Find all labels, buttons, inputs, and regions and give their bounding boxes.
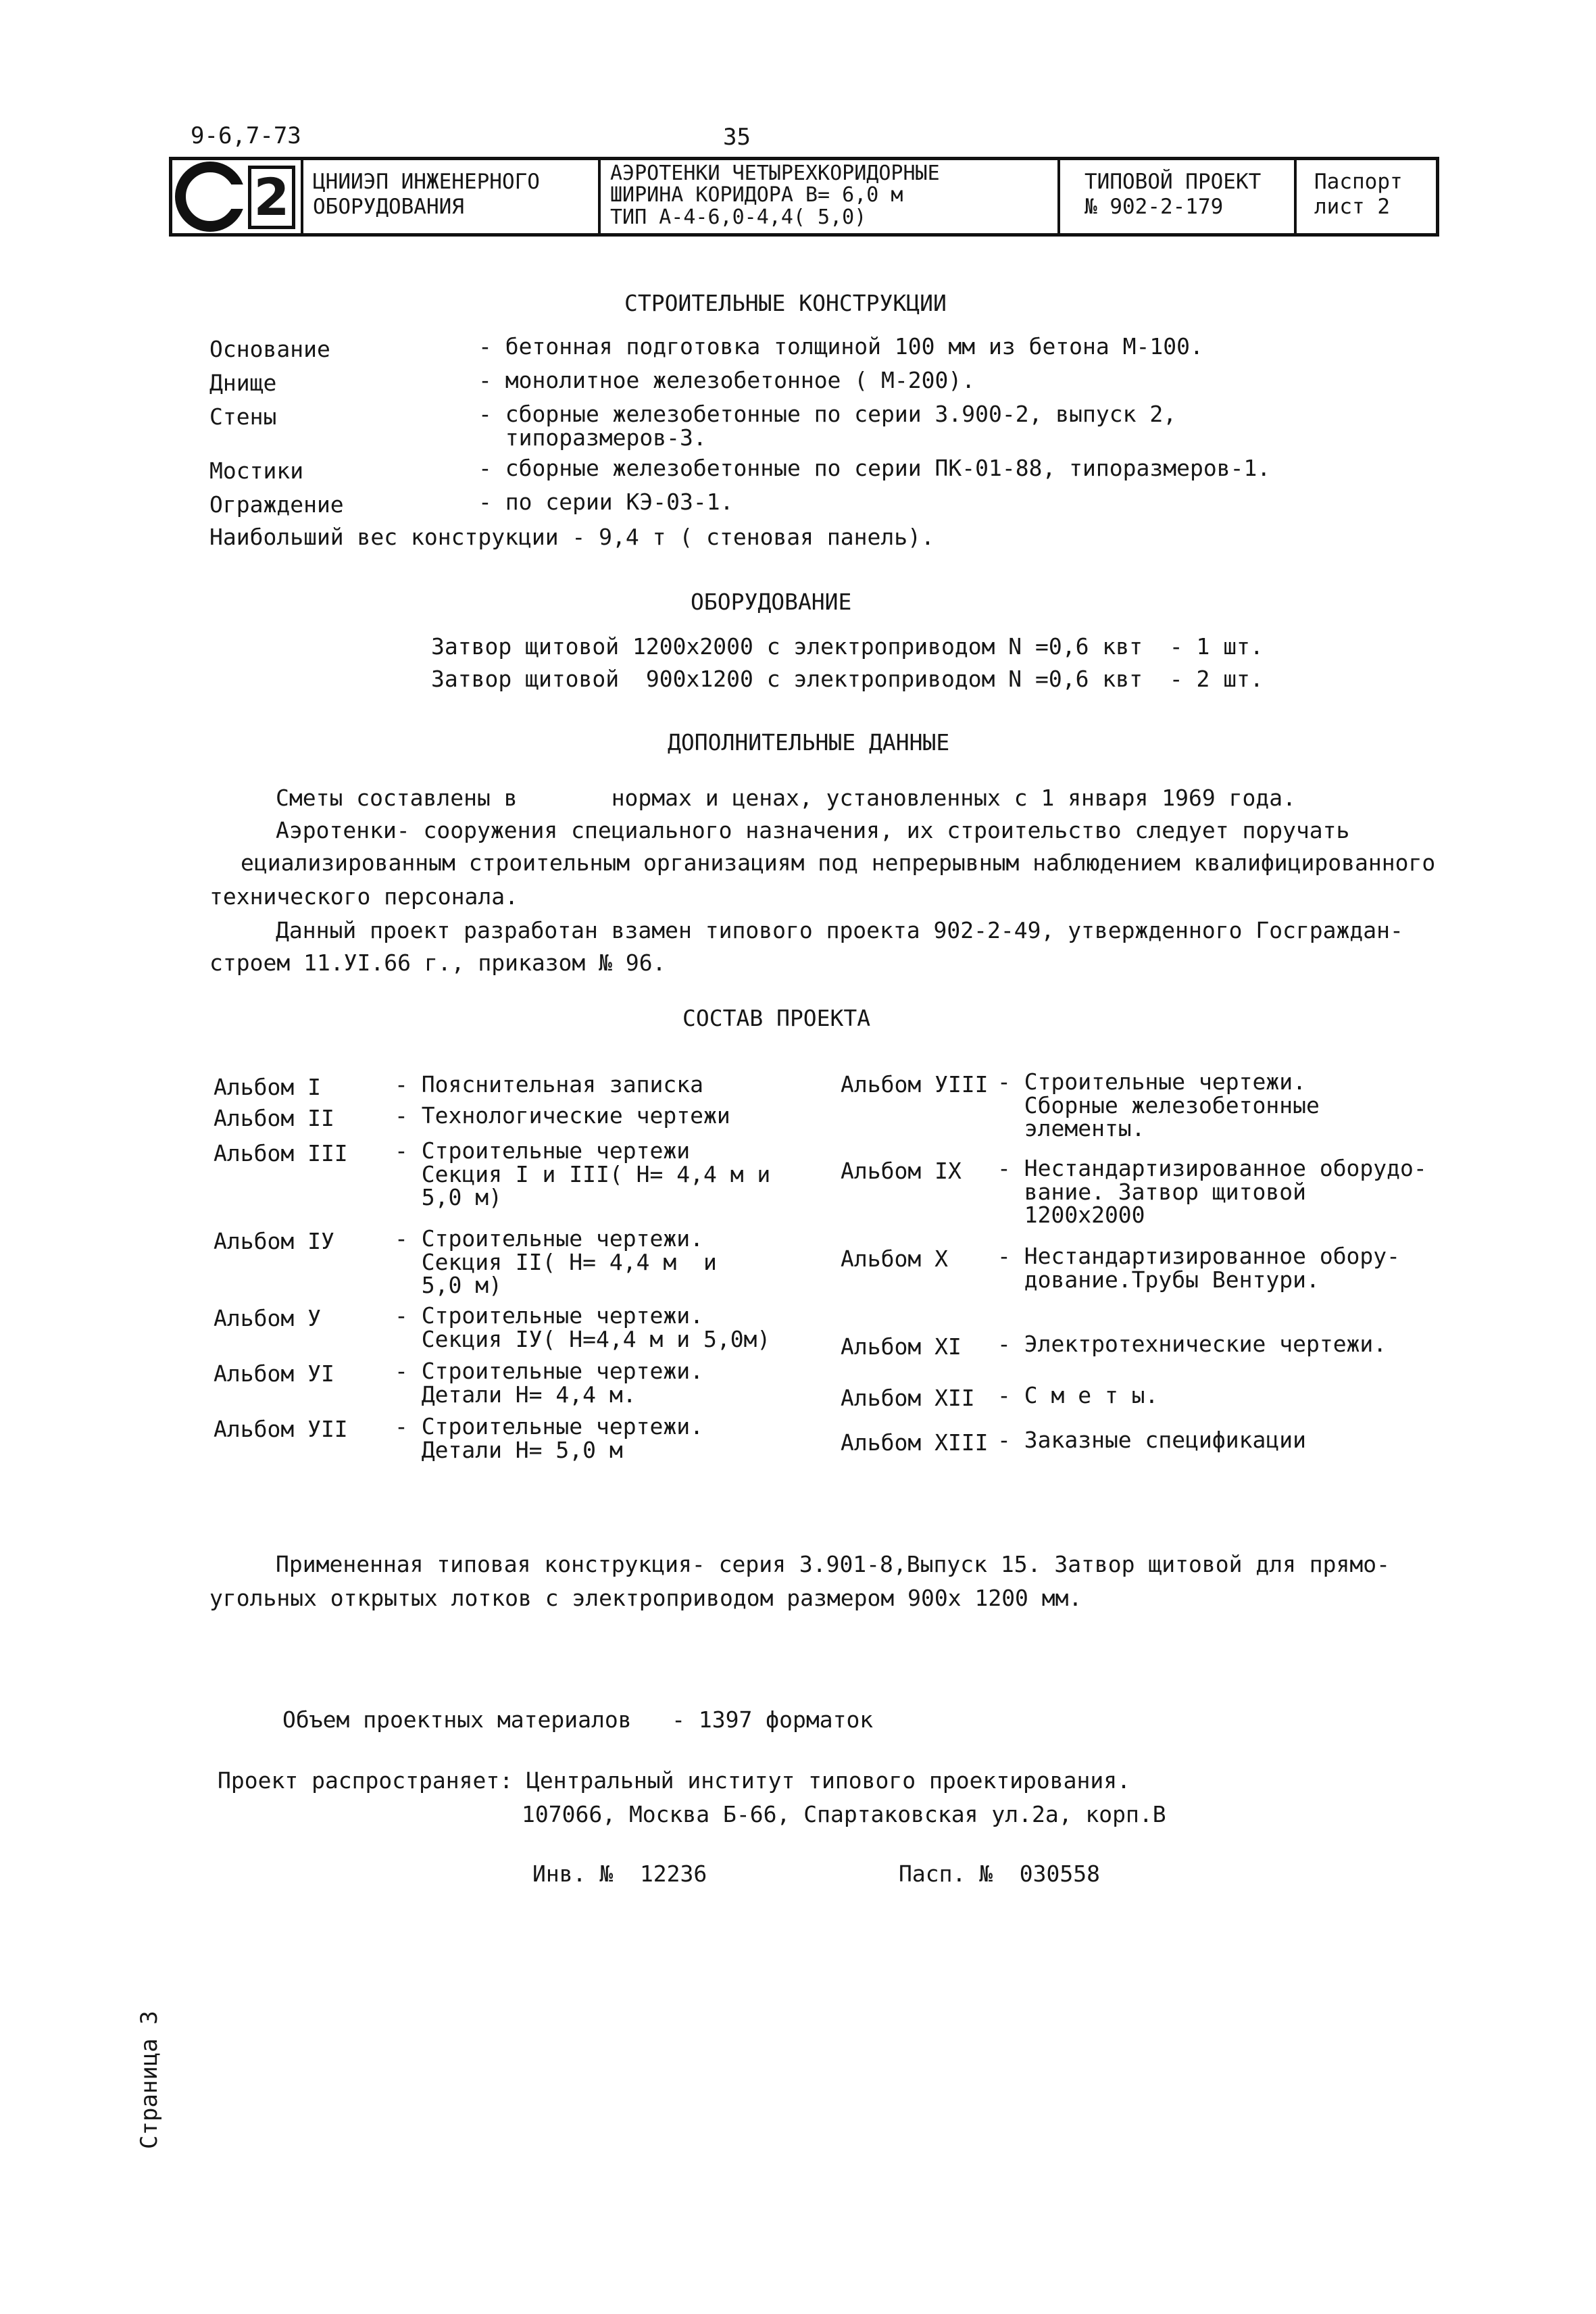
equipment-line: Затвор щитовой 900х1200 с электроприводом N =0,6 квт - 2 шт.: [431, 666, 1264, 692]
additional-line: строем 11.УI.66 г., приказом № 96.: [209, 950, 666, 976]
additional-line: Аэротенки- сооружения специального назначения, их строительство следует поручать: [276, 817, 1350, 843]
structure-label: Стены: [209, 403, 277, 430]
album-label: Альбом IX: [841, 1158, 962, 1184]
album-text: - Строительные чертежи. Детали Н= 5,0 м: [395, 1413, 703, 1463]
applied-line: Примененная типовая конструкция- серия 3.901-8,Выпуск 15. Затвор щитовой для прямо-: [276, 1551, 1391, 1577]
album-text: - Строительные чертежи Секция I и III( Н= 4,4 м и 5,0 м): [395, 1137, 771, 1211]
logo: [172, 160, 301, 233]
logo-c-icon: [175, 162, 245, 232]
album-label: Альбом IУ: [214, 1228, 334, 1254]
section-heading-structures: СТРОИТЕЛЬНЫЕ КОНСТРУКЦИИ: [624, 290, 947, 316]
structure-text: - монолитное железобетонное ( М-200).: [478, 367, 976, 393]
equipment-line: Затвор щитовой 1200х2000 с электроприводом N =0,6 квт - 1 шт.: [431, 633, 1264, 660]
album-text: - Нестандартизированное оборудо- вание. Затвор щитовой 1200х2000: [997, 1155, 1427, 1229]
title-block: [169, 157, 1439, 237]
structure-label: Основание: [209, 336, 330, 362]
passport-number: Пасп. № 030558: [899, 1861, 1101, 1887]
max-weight: Наибольший вес конструкции - 9,4 т ( стеновая панель).: [209, 524, 934, 550]
album-text: - Электротехнические чертежи.: [997, 1331, 1387, 1357]
album-text: - Строительные чертежи. Детали Н= 4,4 м.: [395, 1358, 703, 1408]
album-text: - Строительные чертежи. Секция II( Н= 4,4 м и 5,0 м): [395, 1225, 717, 1299]
structure-text: - сборные железобетонные по серии ПК-01-88, типоразмеров-1.: [478, 455, 1271, 481]
project-number: ТИПОВОЙ ПРОЕКТ № 902-2-179: [1057, 160, 1294, 233]
album-text: - Пояснительная записка: [395, 1071, 703, 1098]
album-text: - С м е т ы.: [997, 1382, 1159, 1408]
album-label: Альбом II: [214, 1105, 334, 1131]
distributor-line: 107066, Москва Б-66, Спартаковская ул.2а, корп.В: [522, 1801, 1166, 1827]
album-text: - Нестандартизированное обору- дование.Трубы Вентури.: [997, 1243, 1401, 1293]
doc-code: 9-6,7-73: [191, 122, 301, 149]
structure-label: Днище: [209, 370, 277, 396]
additional-line: Данный проект разработан взамен типового проекта 902-2-49, утвержденного Госграждан-: [276, 917, 1403, 943]
album-label: Альбом I: [214, 1074, 321, 1100]
section-heading-composition: СОСТАВ ПРОЕКТА: [682, 1005, 871, 1031]
additional-line: ециализированным строительным организациям под непрерывным наблюдением квалифицированного: [241, 850, 1436, 876]
album-label: Альбом X: [841, 1246, 948, 1272]
volume: Объем проектных материалов - 1397 форматок: [282, 1706, 874, 1733]
additional-line: технического персонала.: [209, 883, 518, 910]
logo-digit: 2: [248, 166, 295, 229]
org-name: ЦНИИЭП ИНЖЕНЕРНОГО ОБОРУДОВАНИЯ: [301, 160, 598, 233]
album-label: Альбом УII: [214, 1416, 348, 1442]
structure-text: - бетонная подготовка толщиной 100 мм из бетона М-100.: [478, 333, 1203, 360]
album-label: Альбом УIII: [841, 1071, 989, 1098]
applied-line: угольных открытых лотков с электроприводом размером 900х 1200 мм.: [209, 1585, 1082, 1611]
structure-text: - по серии КЭ-03-1.: [478, 489, 734, 515]
album-label: Альбом XII: [841, 1385, 975, 1411]
page-number: 35: [723, 124, 751, 151]
album-text: - Технологические чертежи: [395, 1102, 730, 1129]
structure-text: - сборные железобетонные по серии 3.900-2, выпуск 2, типоразмеров-3.: [478, 401, 1177, 451]
album-label: Альбом XIII: [841, 1429, 989, 1456]
album-text: - Заказные спецификации: [997, 1427, 1306, 1453]
structure-label: Ограждение: [209, 491, 344, 518]
album-label: Альбом У: [214, 1305, 321, 1331]
section-heading-additional: ДОПОЛНИТЕЛЬНЫЕ ДАННЫЕ: [668, 729, 950, 756]
distributor-line: Проект распространяет: Центральный институт типового проектирования.: [218, 1767, 1131, 1794]
additional-line: Сметы составлены в нормах и ценах, установленных с 1 января 1969 года.: [276, 785, 1296, 811]
page-side-label: Страница 3: [136, 2011, 163, 2149]
album-label: Альбом XI: [841, 1333, 962, 1360]
album-text: - Строительные чертежи. Сборные железобетонные элементы.: [997, 1068, 1320, 1142]
album-label: Альбом III: [214, 1140, 348, 1166]
inventory-number: Инв. № 12236: [532, 1861, 707, 1887]
project-title: АЭРОТЕНКИ ЧЕТЫРЕХКОРИДОРНЫЕ ШИРИНА КОРИДОРА В= 6,0 м ТИП А-4-6,0-4,4( 5,0): [598, 160, 1057, 233]
album-text: - Строительные чертежи. Секция IУ( Н=4,4 м и 5,0м): [395, 1302, 771, 1352]
sheet-info: Паспорт лист 2: [1294, 160, 1437, 233]
section-heading-equipment: ОБОРУДОВАНИЕ: [691, 589, 852, 615]
album-label: Альбом УI: [214, 1360, 334, 1387]
structure-label: Мостики: [209, 458, 304, 484]
